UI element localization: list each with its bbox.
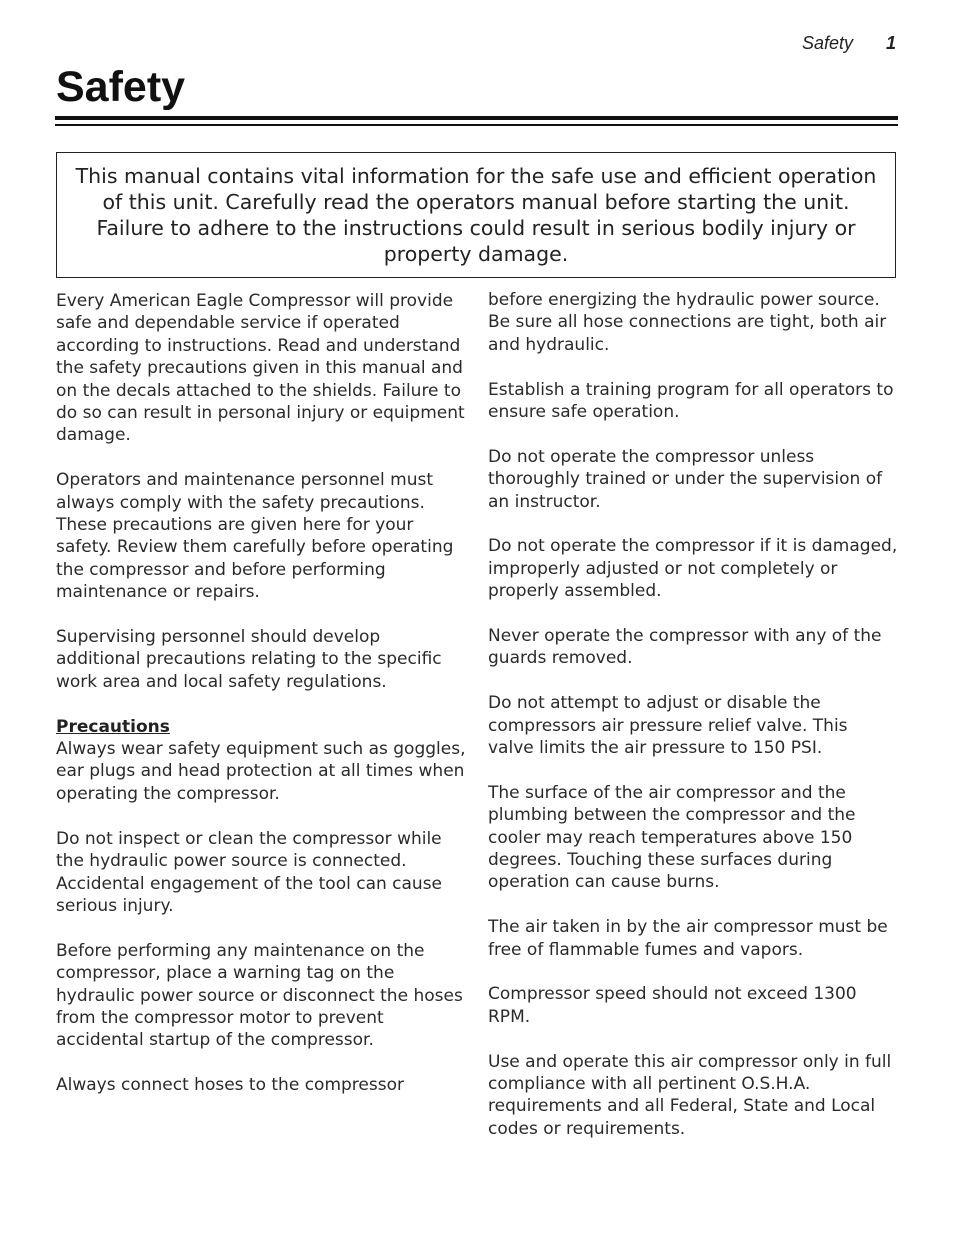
precaution-paragraph: The air taken in by the air compressor must be free of flammable fumes and vapors. <box>488 917 888 960</box>
precautions-heading: Precautions <box>56 716 170 737</box>
title-rule-thin <box>55 124 898 126</box>
notice-box <box>56 152 896 278</box>
running-header <box>802 33 896 54</box>
right-column <box>488 290 898 1163</box>
intro-paragraph: Supervising personnel should develop additional precautions relating to the specific work area and local safety regulations. <box>56 627 442 692</box>
precaution-paragraph: Always connect hoses to the compressor <box>56 1075 404 1096</box>
page-number: 1 <box>885 33 896 53</box>
precaution-paragraph: Establish a training program for all operators to ensure safe operation. <box>488 379 894 423</box>
precaution-paragraph: The surface of the air compressor and the plumbing between the compressor and the cooler may reach temperatures above 150 degrees. Touching these surfaces during operation can cause burns. <box>488 782 856 893</box>
precaution-paragraph: Do not inspect or clean the compressor while the hydraulic power source is connected. Accidental engagement of the tool can cause serious injury. <box>56 828 443 916</box>
left-column <box>56 290 468 1119</box>
page-title: Safety <box>56 63 186 111</box>
precaution-paragraph: Do not operate the compressor unless thoroughly trained or under the supervision of an instructor. <box>488 446 883 512</box>
intro-paragraph: Operators and maintenance personnel must always comply with the safety precautions. These precautions are given here for your safety. Review them carefully before operating the compressor and before performing maintenance or repairs. <box>56 470 454 603</box>
precaution-paragraph: Use and operate this air compressor only in full compliance with all pertinent O.S.H.A. requirements and all Federal, State and Local codes or requirements. <box>488 1051 892 1139</box>
precaution-paragraph: Never operate the compressor with any of the guards removed. <box>488 626 882 669</box>
precaution-paragraph: Before performing any maintenance on the compressor, place a warning tag on the hydraulic power source or disconnect the hoses from the compressor motor to prevent accidental startup of the compressor. <box>56 940 463 1051</box>
precaution-paragraph: Always wear safety equipment such as goggles, ear plugs and head protection at all times when operating the compressor. <box>56 739 466 804</box>
precaution-paragraph: Do not operate the compressor if it is damaged, improperly adjusted or not completely or properly assembled. <box>488 536 898 602</box>
running-header-section: Safety <box>801 33 853 53</box>
intro-paragraph: Every American Eagle Compressor will provide safe and dependable service if operated according to instructions. Read and understand the safety precautions given in this manual and on the decals attached to the shields. Failure to do so can result in personal injury or equipment damage. <box>56 291 465 446</box>
precaution-paragraph: Compressor speed should not exceed 1300 RPM. <box>488 984 857 1027</box>
precaution-paragraph: before energizing the hydraulic power source. Be sure all hose connections are tight, both air and hydraulic. <box>488 290 887 355</box>
title-rule-thick <box>55 116 898 120</box>
precaution-paragraph: Do not attempt to adjust or disable the compressors air pressure relief valve. This valve limits the air pressure to 150 PSI. <box>488 693 848 759</box>
notice-text: This manual contains vital information for the safe use and efficient operation of this unit. Carefully read the operators manual before starting the unit. Failure to adhere to the instructions could result in serious bodily injury or property damage. <box>75 164 877 266</box>
